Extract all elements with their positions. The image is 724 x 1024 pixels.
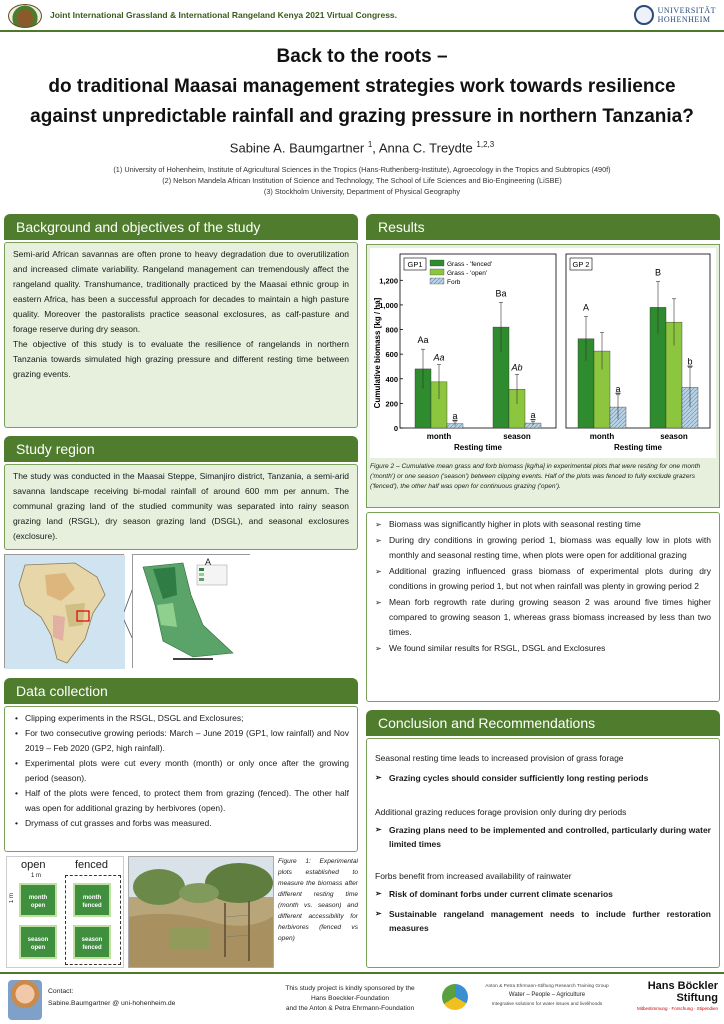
university-line2: HOHENHEIM [657,15,711,24]
ehrmann-logo-text: Anton & Petra Ehrmann-Stiftung Research Training Group Water – People – Agriculture Integrative solutions for water issues and livelihoods [485,984,609,1007]
x-tick-label: season [660,432,688,441]
university-seal-icon [634,5,654,25]
legend-swatch [430,260,444,266]
y-tick-label: 800 [385,325,398,335]
legend-swatch [430,269,444,275]
map-label: A [205,557,212,567]
plot-scheme [6,856,124,968]
legend-swatch [430,278,444,284]
significance-letter: Ab [511,362,523,373]
significance-letter: Aa [417,335,429,346]
top-bar [0,0,724,32]
conclusion-statement-1: Seasonal resting time leads to increased provision of grass forage [375,753,624,763]
africa-map-icon [5,555,125,669]
plot-month-open: month open [19,883,57,917]
significance-letter: Ba [495,288,507,299]
x-axis-label: Resting time [613,443,663,452]
significance-letter: B [654,267,662,278]
list-item: ➢ Additional grazing influenced grass biomass of experimental plots during dry conditions in growing period 1, but not when rainfall was plenty in growing period 2 [375,564,711,594]
y-tick-label: 200 [385,399,398,409]
contact-email[interactable]: Sabine.Baumgartner @ uni-hohenheim.de [48,1000,176,1007]
study-region-box [4,464,358,550]
scheme-open-label: open [21,859,46,871]
africa-map [4,554,124,668]
authors: Sabine A. Baumgartner $^1$, Anna C. Treydte $^{1,2,3}$ [229,140,495,156]
university-logo [634,5,716,25]
recommendation-2: ➢ Grazing plans need to be implemented and controlled, particularly during water limited times [375,823,711,851]
figure2-caption: Figure 2 – Cumulative mean grass and forb biomass [kg/ha] in experimental plots that were resting for one month ('month') or one season ('season') between clipping events. Half of the plots was fenced to fully exclude grazers ('fenced'), the other half was open for continuous grazing ('open'). [370,463,701,490]
significance-letter: a [530,410,536,421]
legend-entry: Grass - 'open' [447,270,488,277]
x-axis-label: Resting time [453,443,503,452]
significance-letter: Aa [433,352,445,363]
sponsor-text: This study project is kindly sponsored by the Hans Boeckler-Foundation and the Anton & Petra Ehrmann-Foundation [285,985,415,1012]
y-tick-label: 1,200 [379,276,398,286]
list-item: ➢ During dry conditions in growing period 1, biomass was equally low in plots with monthly and seasonal resting time, when plots were open for additional grazing [375,533,711,563]
results-heading: Results [366,214,720,240]
study-region-text: The study was conducted in the Maasai Steppe, Simanjiro district, Tanzania, a semi-arid savanna landscape receiving bi-modal rainfall of around 600 mm per annum. The communal grazing land of the studied community was separated into rainy season grazing land (RSGL), dry season grazing land (DSGL), and seasonal exclosures (exclosure). [13,471,349,541]
results-chart [370,248,716,458]
x-tick-label: season [503,432,531,441]
university-line1: UNIVERSITÄT [657,6,716,15]
conclusion-statement-2: Additional grazing reduces forage provision only during dry periods [375,807,627,817]
scheme-fenced-label: fenced [75,859,109,871]
y-tick-label: 400 [385,374,398,384]
poster-title: Back to the roots – do traditional Maasai management strategies work towards resilience against unpredictable rainfall and grazing pressure in northern Tanzania? [30,46,694,127]
significance-letter: a [452,410,458,421]
study-region-heading: Study region [4,436,358,462]
y-tick-label: 0 [393,424,398,433]
congress-name: Joint International Grassland & International Rangeland Kenya 2021 Virtual Congress. [50,10,398,20]
footer [0,972,724,1024]
list-item: • Half of the plots were fenced, to protect them from grazing (fenced). The other half was open for additional grazing by herbivores (open). [13,786,349,816]
legend-entry: Grass - 'fenced' [447,261,493,268]
boeckler-logo: Hans Böckler Stiftung Mitbestimmung · Forschung · Stipendien [636,980,718,1011]
field-photo-icon [129,857,274,968]
scheme-scale-vertical: 1 m [9,893,15,904]
background-paragraph-1: Semi-arid African savannas are often prone to heavy degradation due to overutilization and increased climate variability. Rangeland management can tremendously affect the rangeland quality. Transhumance, traditionally practiced by the Maasai ethnic group in eastern Africa, has been a successful approach for decades to maintain a high pasture quality. Moreover the pastoralists practice seasonal exclosures, as calf-pasture and forage reserve during dry season. [13,249,349,334]
list-item: • For two consecutive growing periods: March – June 2019 (GP1, low rainfall) and Nov 2019 – Feb 2020 (GP2, high rainfall). [13,726,349,756]
significance-letter: b [687,356,693,367]
conclusion-statement-3: Forbs benefit from increased availability of rainwater [375,871,572,881]
legend-entry: Forb [447,279,461,286]
background-paragraph-2: The objective of this study is to evaluate the resilience of rangelands in northern Tanzania towards simulated high grazing pressure and different resting time between grazing events. [13,339,349,379]
data-collection-heading: Data collection [4,678,358,704]
x-tick-label: month [426,432,452,441]
list-item: • Clipping experiments in the RSGL, DSGL and Exclosures; [13,711,349,726]
data-collection-list [13,711,349,831]
list-item: • Drymass of cut grasses and forbs was measured. [13,816,349,831]
biomass-chart [370,248,716,458]
study-area-map-icon [133,555,251,669]
recommendation-3: ➢ Risk of dominant forbs under current climate scenarios [375,887,711,901]
affiliations: (1) University of Hohenheim, Institute of Agricultural Sciences in the Tropics (Hans-Ruthenberg-Institute), Agroecology in the Tropics and Subtropics (490f) (2) Nelson Mandela African Institution of Science and Technology, The School of Life Sciences and Bio-Engineering (LiSBE) (3) Stockholm University, Department of Physical Geography [113,165,611,196]
recommendation-1: ➢ Grazing cycles should consider sufficiently long resting periods [375,771,711,785]
results-findings-box [366,512,720,702]
background-heading: Background and objectives of the study [4,214,358,240]
y-tick-label: 600 [385,350,398,360]
significance-letter: a [615,383,621,394]
plot-month-fenced: month fenced [73,883,111,917]
study-area-map [132,554,250,668]
recommendation-4: ➢ Sustainable rangeland management needs to include further restoration measures [375,907,711,935]
panel-label: GP1 [407,260,423,269]
figure1-caption: Figure 1: Experimental plots established to measure the biomass after different resting time (month vs. season) and different accessibility for herbivores (fenced vs open) [278,858,358,942]
conclusion-heading: Conclusion and Recommendations [366,710,720,736]
data-collection-box [4,706,358,852]
background-box [4,242,358,428]
conclusion-box [366,738,720,968]
contact-label: Contact: [48,988,74,995]
list-item: ➢ Biomass was significantly higher in plots with seasonal resting time [375,517,711,532]
y-axis-label: Cumulative biomass [kg / ha] [373,297,382,409]
list-item: • Experimental plots were cut every month (month) or only once after the growing period (season). [13,756,349,786]
contact-avatar [8,980,42,1020]
y-tick-label: 1,000 [379,300,398,310]
results-findings-list [375,517,711,656]
scheme-scale: 1 m [31,873,42,879]
plot-season-fenced: season fenced [73,925,111,959]
panel-label: GP 2 [572,260,590,269]
congress-logo-icon [8,4,42,28]
ehrmann-logo-icon [442,984,468,1010]
field-photo [128,856,274,968]
significance-letter: A [582,302,590,313]
list-item: ➢ Mean forb regrowth rate during growing season 2 was around five times higher compared to growing season 1, whereas grass biomass increased by less than two times. [375,595,711,640]
plot-season-open: season open [19,925,57,959]
x-tick-label: month [589,432,615,441]
list-item: ➢ We found similar results for RSGL, DSGL and Exclosures [375,641,711,656]
